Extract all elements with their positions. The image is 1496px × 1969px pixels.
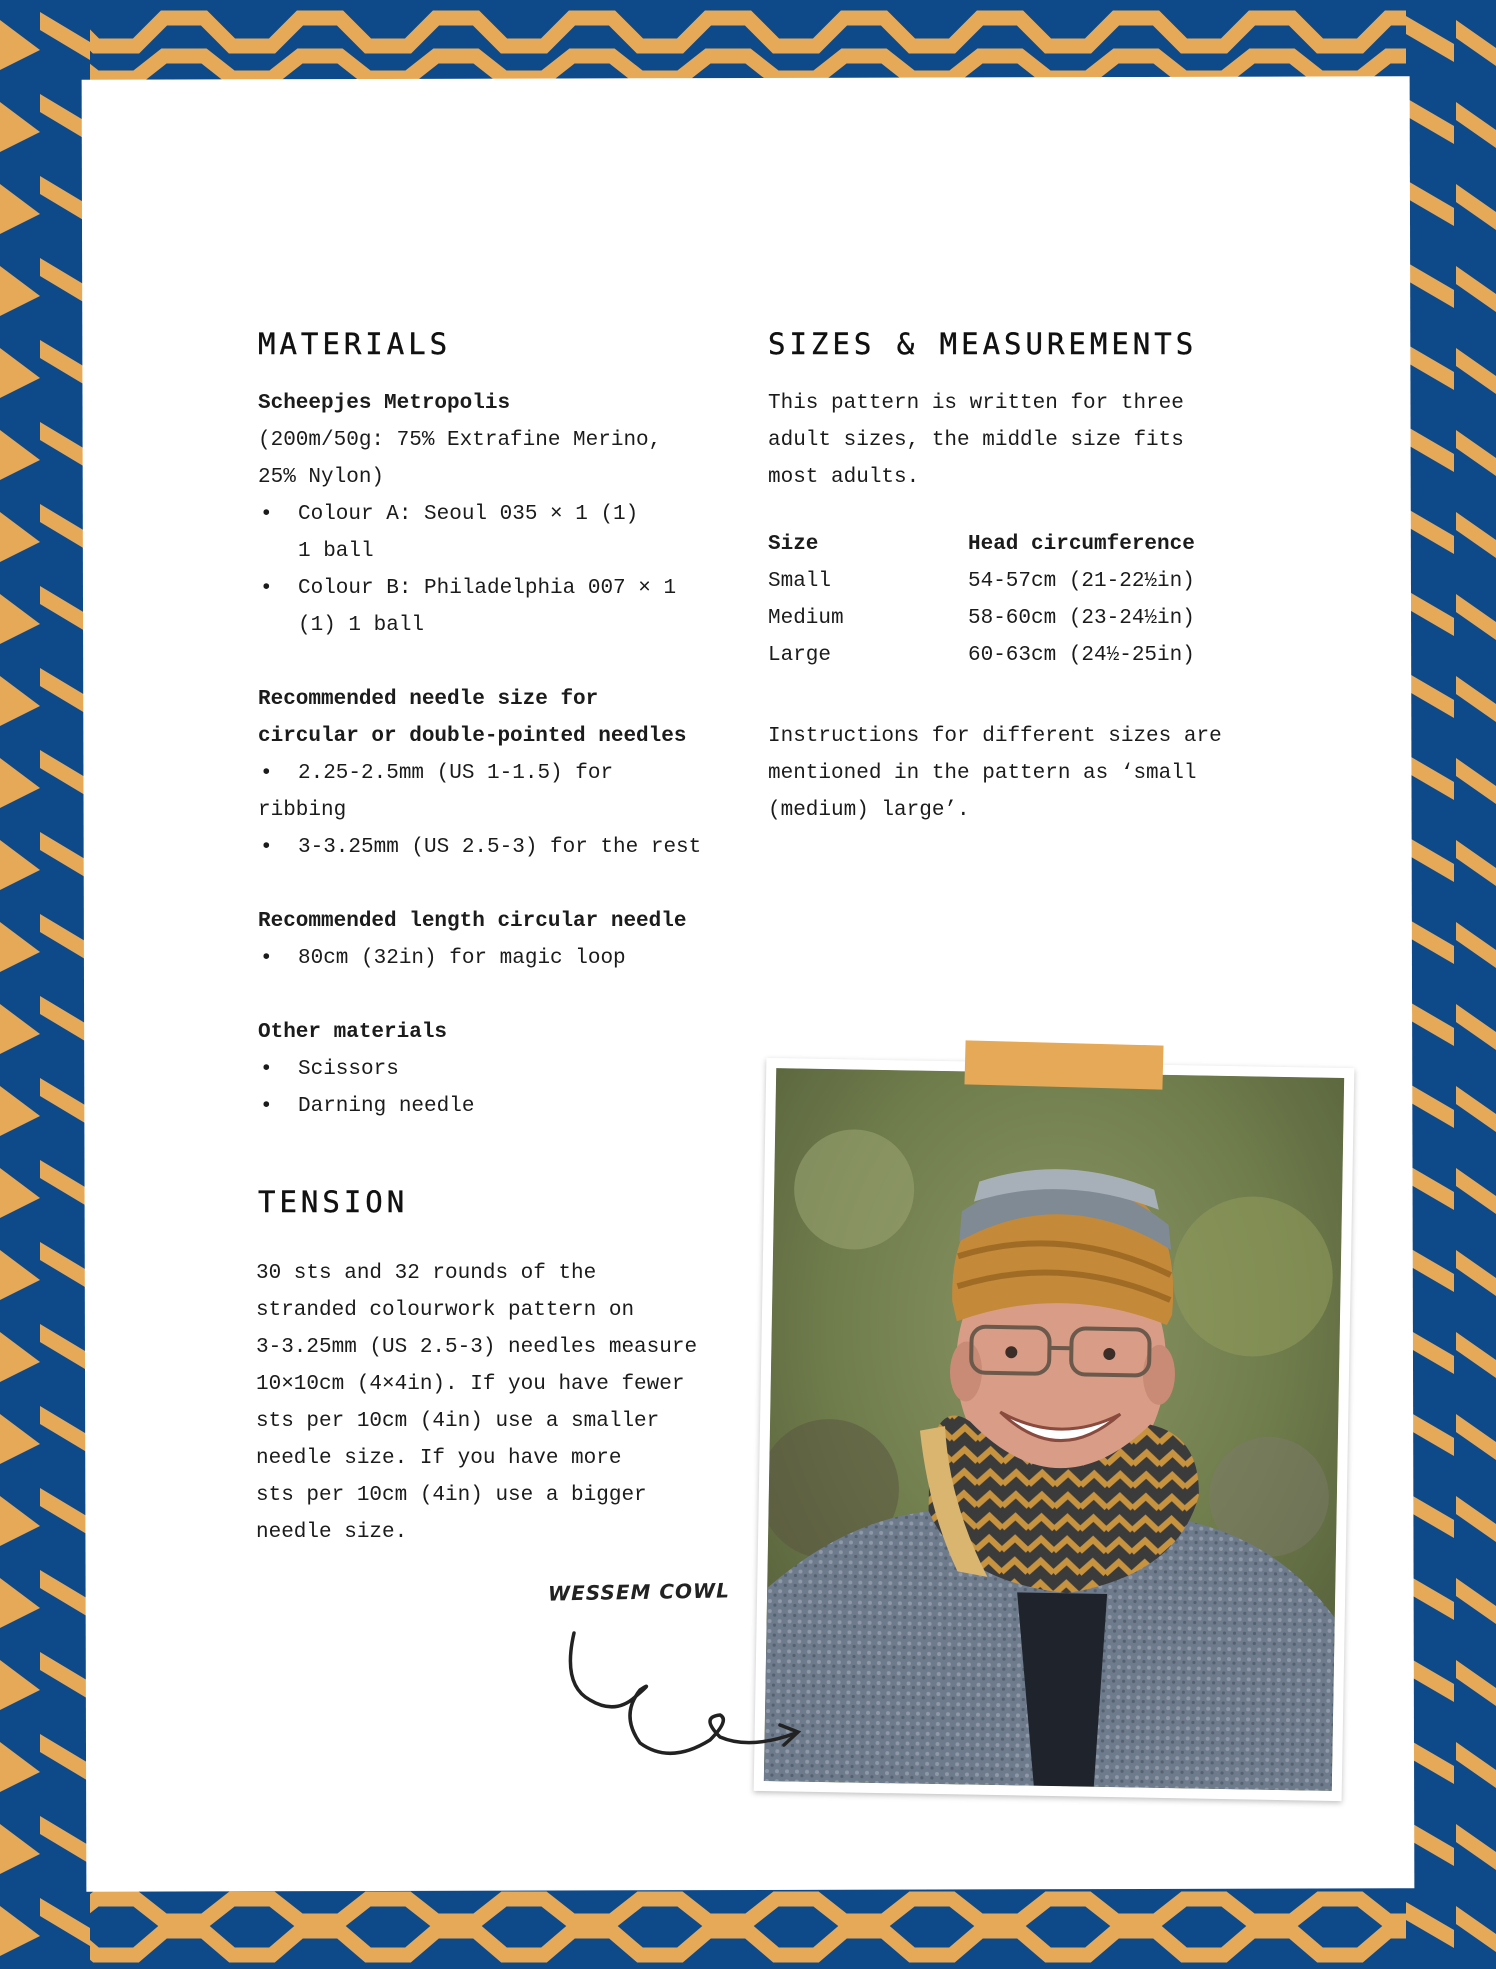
zigzag-border-bottom bbox=[0, 1885, 1496, 1969]
yarn-spec-1: (200m/50g: 75% Extrafine Merino, bbox=[258, 429, 662, 452]
other-materials-heading: Other materials bbox=[258, 1021, 448, 1044]
sizes-intro: This pattern is written for three adult sizes, the middle size fits most adults. bbox=[768, 392, 1184, 489]
length-list bbox=[258, 940, 738, 977]
border-top bbox=[0, 0, 1496, 84]
needle-heading-2: circular or double-pointed needles bbox=[258, 725, 687, 748]
list-item: • Scissors bbox=[258, 1051, 738, 1088]
model-photo bbox=[764, 1068, 1344, 1791]
tape-strip bbox=[964, 1040, 1163, 1089]
list-item: • Colour B: Philadelphia 007 × 1 (1) 1 ball bbox=[258, 570, 738, 644]
yarn-spec-2: 25% Nylon) bbox=[258, 466, 385, 489]
zigzag-border-right bbox=[1406, 0, 1496, 1969]
needle-heading-1: Recommended needle size for bbox=[258, 688, 599, 711]
man-wearing-hat-and-cowl-illustration bbox=[764, 1068, 1344, 1791]
sizes-table bbox=[768, 533, 1195, 681]
needle-list bbox=[258, 755, 738, 792]
yarn-name: Scheepjes Metropolis bbox=[258, 392, 511, 415]
materials-body bbox=[258, 385, 738, 1125]
list-item: • Darning needle bbox=[258, 1088, 738, 1125]
table-header-row bbox=[768, 533, 1195, 570]
zigzag-border-left bbox=[0, 0, 90, 1969]
border-left bbox=[0, 0, 90, 1969]
column-header-head: Head circumference bbox=[968, 533, 1195, 556]
tension-heading: TENSION bbox=[258, 1185, 409, 1219]
list-item: • 80cm (32in) for magic loop bbox=[258, 940, 738, 977]
sizes-heading: SIZES & MEASUREMENTS bbox=[768, 327, 1198, 361]
table-row: Large 60-63cm (24½-25in) bbox=[768, 644, 1195, 667]
list-item: • Colour A: Seoul 035 × 1 (1) 1 ball bbox=[258, 496, 738, 570]
curly-arrow-icon bbox=[560, 1625, 810, 1765]
photo-caption: WESSEM COWL bbox=[547, 1578, 731, 1606]
colour-list bbox=[258, 496, 738, 644]
photo-frame bbox=[754, 1058, 1355, 1801]
list-item: • 3-3.25mm (US 2.5-3) for the rest bbox=[258, 829, 738, 866]
zigzag-border-top bbox=[0, 0, 1496, 84]
materials-heading: MATERIALS bbox=[258, 327, 452, 361]
length-heading: Recommended length circular needle bbox=[258, 910, 687, 933]
table-row: Small 54-57cm (21-22½in) bbox=[768, 570, 1195, 593]
tension-body: 30 sts and 32 rounds of the stranded colourwork pattern on 3-3.25mm (US 2.5-3) needles measure 10×10cm (4×4in). If you have fewer sts per 10cm (4in) use a smaller needle size. If you have more sts per 10cm (4in) use a bigger needle size. bbox=[256, 1262, 698, 1544]
sizes-note: Instructions for different sizes are mentioned in the pattern as ‘small (medium) large’. bbox=[768, 725, 1222, 822]
table-row: Medium 58-60cm (23-24½in) bbox=[768, 607, 1195, 630]
other-materials-list bbox=[258, 1051, 738, 1125]
needle-1-continued: ribbing bbox=[258, 799, 347, 822]
materials-column bbox=[258, 327, 738, 1551]
column-header-size: Size bbox=[768, 533, 819, 556]
sizes-column bbox=[768, 327, 1268, 829]
border-bottom bbox=[0, 1885, 1496, 1969]
border-right bbox=[1406, 0, 1496, 1969]
list-item: • 2.25-2.5mm (US 1-1.5) for bbox=[258, 755, 738, 792]
